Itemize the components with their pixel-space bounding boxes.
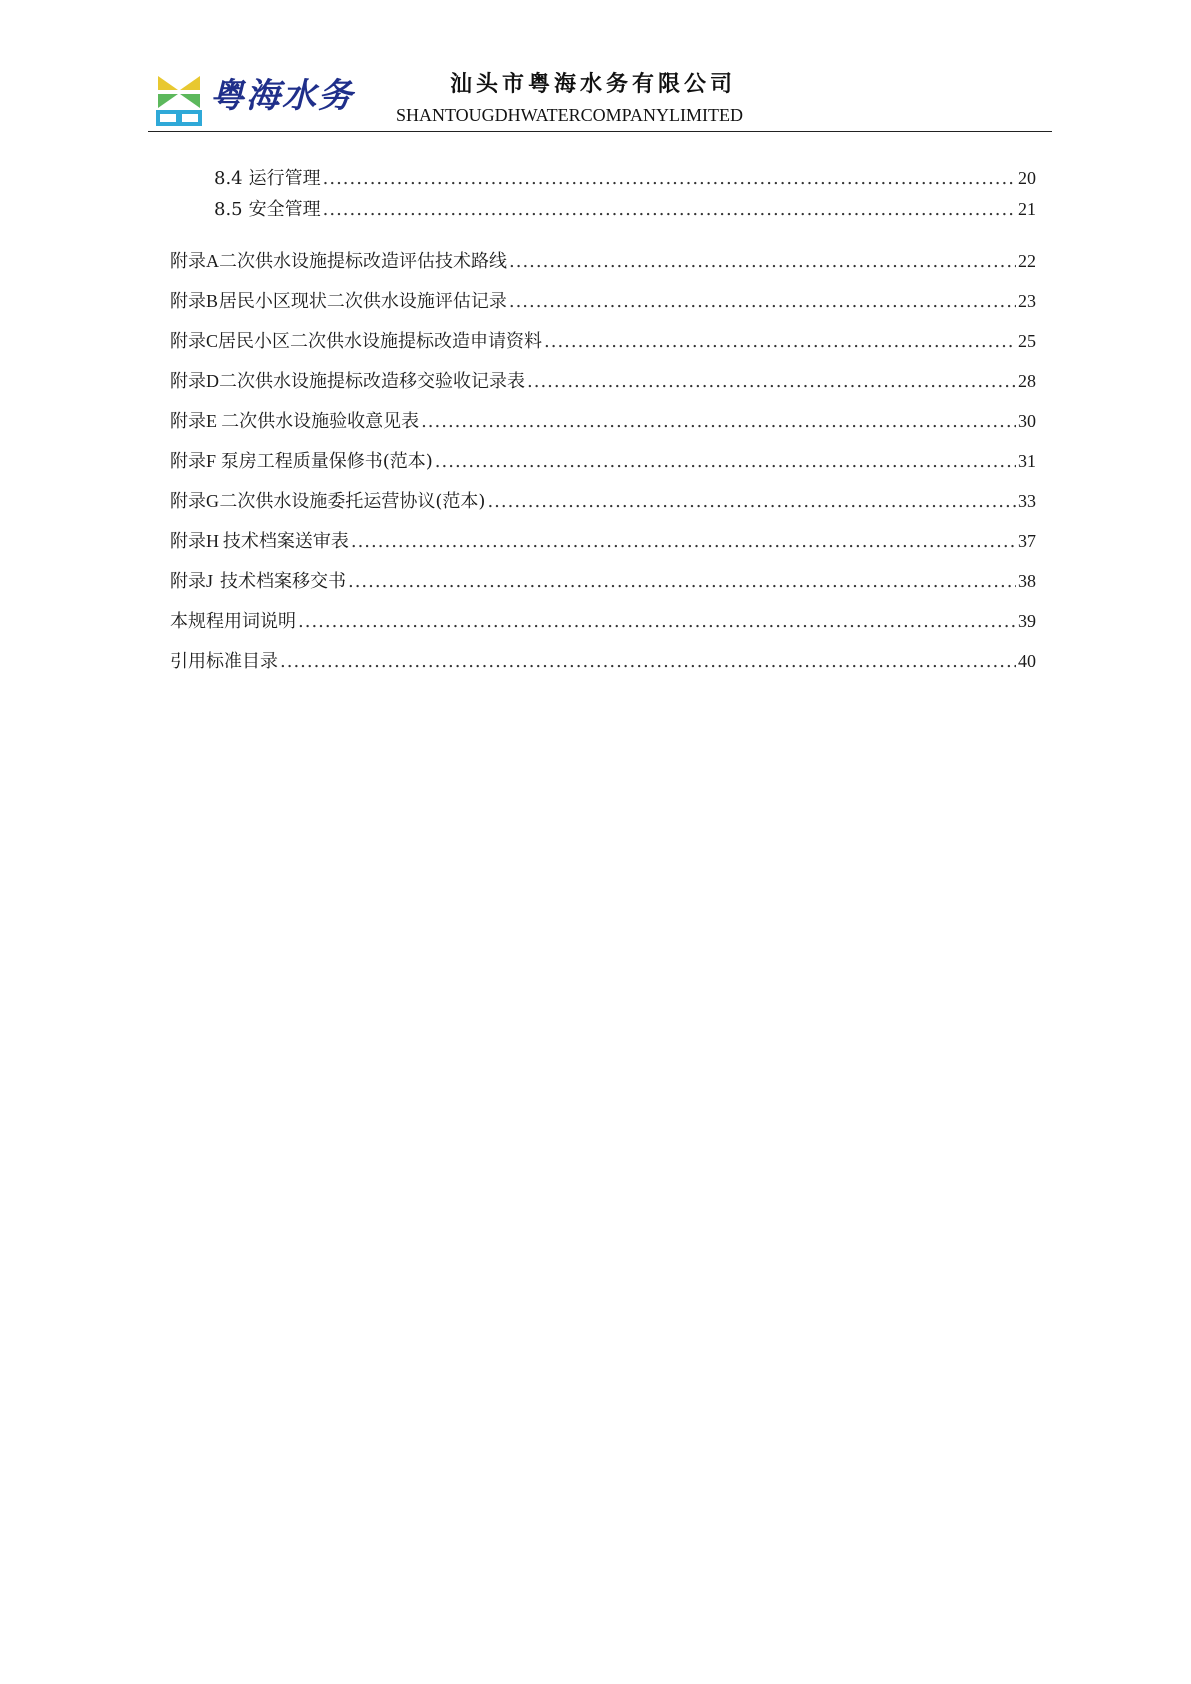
- toc-section-number: 8.4: [214, 168, 243, 189]
- appendix-label-fu: 附: [170, 291, 188, 312]
- toc-entry-appendix-g[interactable]: [170, 489, 1036, 514]
- appendix-label-lu: 录: [188, 411, 206, 432]
- toc-section-number: 8.5: [214, 199, 243, 220]
- toc-entry-title: 居民小区现状二次供水设施评估记录: [218, 291, 507, 312]
- page-header: [148, 64, 1052, 132]
- toc-page-number: 25: [1018, 331, 1036, 351]
- toc-page-number: 40: [1018, 651, 1036, 671]
- toc-entry-appendix-e[interactable]: [170, 409, 1036, 434]
- toc-leader-dots: [298, 610, 1016, 634]
- toc-page-number: 37: [1018, 531, 1036, 551]
- company-logo-icon: [156, 72, 202, 126]
- company-name-chinese: 汕头市粤海水务有限公司: [450, 72, 737, 97]
- toc-page-number: 23: [1018, 291, 1036, 311]
- toc-entry-title: 引用标准目录: [170, 651, 278, 672]
- appendix-letter: J: [206, 571, 214, 591]
- appendix-label-lu: 录: [188, 571, 206, 592]
- toc-entry-title: 运行管理: [248, 168, 321, 189]
- toc-entry-title: 技术档案移交书: [219, 571, 346, 592]
- toc-entry-terminology[interactable]: [170, 609, 1036, 634]
- logo-text: 粤海水务: [210, 76, 354, 116]
- appendix-letter: C: [206, 331, 219, 351]
- toc-page-number: 28: [1018, 371, 1036, 391]
- appendix-letter: F: [206, 451, 217, 471]
- appendix-label-fu: 附: [170, 491, 188, 512]
- toc-leader-dots: [435, 450, 1016, 474]
- toc-leader-dots: [509, 290, 1016, 314]
- toc-leader-dots: [348, 570, 1016, 594]
- appendix-letter: E: [206, 411, 217, 431]
- toc-leader-dots: [323, 167, 1016, 191]
- toc-entry-8-5[interactable]: [214, 197, 1036, 222]
- toc-leader-dots: [280, 650, 1016, 674]
- appendix-label-lu: 录: [188, 251, 206, 272]
- toc-entry-title: 本规程用词说明: [170, 611, 296, 632]
- header-divider: [148, 131, 1052, 132]
- toc-entry-appendix-a[interactable]: [170, 249, 1036, 274]
- appendix-label-fu: 附: [170, 411, 188, 432]
- appendix-label-fu: 附: [170, 531, 188, 552]
- toc-entry-title: 安全管理: [248, 199, 321, 220]
- toc-leader-dots: [487, 490, 1016, 514]
- toc-page-number: 22: [1018, 251, 1036, 271]
- toc-entry-appendix-d[interactable]: [170, 369, 1036, 394]
- toc-entry-appendix-b[interactable]: [170, 289, 1036, 314]
- appendix-label-fu: 附: [170, 331, 188, 352]
- appendix-label-fu: 附: [170, 251, 188, 272]
- toc-entry-title: 二次供水设施提标改造评估技术路线: [219, 251, 507, 272]
- toc-entry-title: 二次供水设施验收意见表: [221, 411, 420, 432]
- toc-page-number: 21: [1018, 199, 1036, 219]
- appendix-label-fu: 附: [170, 571, 188, 592]
- appendix-label-lu: 录: [188, 371, 206, 392]
- appendix-label-lu: 录: [188, 531, 206, 552]
- toc-entry-appendix-c[interactable]: [170, 329, 1036, 354]
- appendix-label-lu: 录: [188, 331, 206, 352]
- appendix-letter: B: [206, 291, 219, 311]
- toc-entry-appendix-f[interactable]: [170, 449, 1036, 474]
- toc-entry-8-4[interactable]: [214, 166, 1036, 191]
- toc-leader-dots: [509, 250, 1016, 274]
- toc-leader-dots: [544, 330, 1016, 354]
- toc-page-number: 39: [1018, 611, 1036, 631]
- toc-entry-appendix-j[interactable]: [170, 569, 1036, 594]
- toc-entry-title: 居民小区二次供水设施提标改造申请资料: [218, 331, 543, 352]
- appendix-letter: G: [206, 491, 219, 511]
- toc-entry-title: 二次供水设施提标改造移交验收记录表: [219, 371, 525, 392]
- company-name-english: SHANTOUGDHWATERCOMPANYLIMITED: [396, 105, 744, 125]
- toc-page-number: 30: [1018, 411, 1036, 431]
- toc-entry-title: 技术档案送审表: [222, 531, 349, 552]
- toc-leader-dots: [527, 370, 1016, 394]
- appendix-label-lu: 录: [188, 291, 206, 312]
- appendix-label-fu: 附: [170, 451, 188, 472]
- toc-leader-dots: [351, 530, 1016, 554]
- appendix-letter: D: [206, 371, 219, 391]
- toc-page-number: 33: [1018, 491, 1036, 511]
- toc-page-number: 31: [1018, 451, 1036, 471]
- toc-leader-dots: [323, 198, 1016, 222]
- appendix-letter: H: [206, 531, 219, 551]
- appendix-label-lu: 录: [188, 491, 206, 512]
- toc-entry-title: 二次供水设施委托运营协议(范本): [219, 491, 486, 512]
- toc-entry-referenced-standards[interactable]: [170, 649, 1036, 674]
- appendix-letter: A: [206, 251, 219, 271]
- toc-page-number: 38: [1018, 571, 1036, 591]
- appendix-label-lu: 录: [188, 451, 206, 472]
- appendix-label-fu: 附: [170, 371, 188, 392]
- toc-leader-dots: [421, 410, 1016, 434]
- toc-entry-title: 泵房工程质量保修书(范本): [220, 451, 433, 472]
- toc-entry-appendix-h[interactable]: [170, 529, 1036, 554]
- toc-page-number: 20: [1018, 168, 1036, 188]
